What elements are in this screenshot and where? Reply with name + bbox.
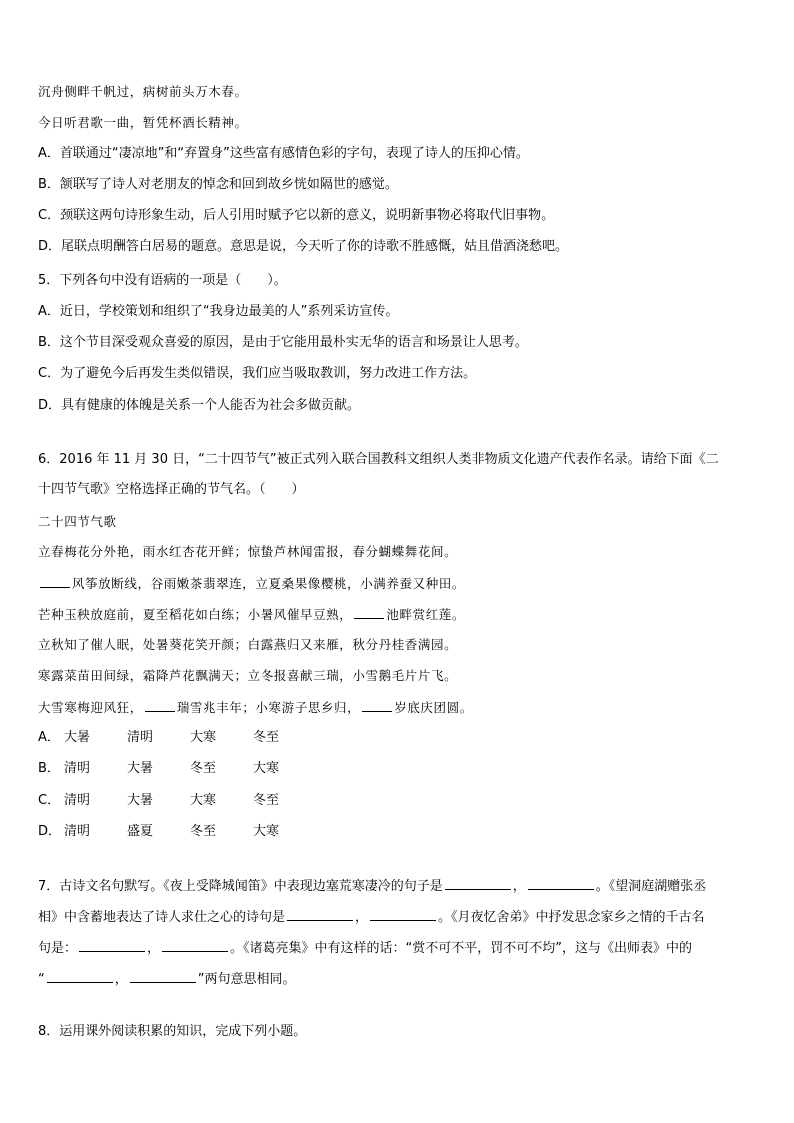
q7-line-1: [38, 877, 706, 895]
option-term: 冬至: [190, 761, 217, 776]
q7-text: ，: [147, 941, 161, 956]
fill-blank[interactable]: [354, 606, 384, 619]
q5-option-b: B．这个节目深受观众喜爱的原因，是由于它能用最朴实无华的语言和场景让人思考。: [38, 335, 528, 350]
option-term: 清明: [64, 761, 91, 776]
poem-text: 岁底庆团圆。: [394, 700, 473, 715]
q5-stem: 5．下列各句中没有语病的一项是（ ）。: [38, 273, 287, 288]
q7-text: ，: [114, 972, 128, 987]
fill-blank[interactable]: [162, 939, 228, 952]
poem-line: 寒露菜苗田间绿，霜降芦花飘满天；立冬报喜献三瑞，小雪鹅毛片片飞。: [38, 668, 458, 683]
q7-text: 。《诸葛亮集》中有这样的话：“赏不可不平，罚不可不均”，这与《出师表》中的: [230, 941, 693, 956]
option-letter: D．: [38, 824, 62, 839]
q5-option-d: D．具有健康的体魄是关系一个人能否为社会多做贡献。: [38, 398, 361, 413]
q6-stem-line-2: 十四节气歌》空格选择正确的节气名。（ ）: [38, 482, 305, 497]
poem-text: 风筝放断线，谷雨嫩茶翡翠连，立夏桑果像樱桃，小满养蚕又种田。: [72, 576, 466, 591]
option-term: 大寒: [190, 793, 217, 808]
q6-stem-line-1: 6．2016 年 11 月 30 日，“二十四节气”被正式列入联合国教科文组织人类非物质文化遗产代表作名录。请给下面《二: [38, 452, 719, 467]
q4-option-a: A．首联通过“凄凉地”和“弃置身”这些富有感情色彩的字句，表现了诗人的压抑心情。: [38, 146, 529, 161]
q7-text: 。《月夜忆舍弟》中抒发思念家乡之情的千古名: [438, 910, 705, 925]
fill-blank[interactable]: [145, 699, 175, 712]
q7-text: ”两句意思相同。: [197, 972, 296, 987]
poem-line: 今日听君歌一曲，暂凭杯酒长精神。: [38, 115, 248, 130]
q5-option-c: C．为了避免今后再发生类似错误，我们应当吸取教训，努力改进工作方法。: [38, 366, 477, 381]
poem-line: [38, 606, 465, 623]
option-term: 大暑: [127, 793, 154, 808]
fill-blank[interactable]: [287, 908, 353, 921]
poem-line: [38, 699, 473, 716]
poem-line: 立春梅花分外艳，雨水红杏花开鲜；惊蛰芦林闻雷报，春分蝴蝶舞花间。: [38, 544, 458, 559]
q6-option-d: [38, 824, 313, 840]
option-letter: A．: [38, 730, 60, 745]
q7-line-2: [38, 908, 705, 926]
q7-text: ，: [512, 879, 526, 894]
fill-blank[interactable]: [130, 970, 196, 983]
fill-blank[interactable]: [528, 877, 594, 890]
q5-option-a: A．近日，学校策划和组织了“我身边最美的人”系列采访宣传。: [38, 304, 399, 319]
option-letter: C．: [38, 793, 61, 808]
poem-text: 瑞雪兆丰年；小寒游子思乡归，: [176, 700, 361, 715]
fill-blank[interactable]: [362, 699, 392, 712]
poem-line: 立秋知了催人眠，处暑葵花笑开颜；白露燕归又来雁，秋分丹桂香满园。: [38, 637, 458, 652]
q7-text: 句是：: [38, 941, 78, 956]
poem-text: 池畔赏红莲。: [386, 607, 466, 622]
option-term: 大寒: [253, 824, 280, 839]
q7-text: 。《望洞庭湖赠张丞: [595, 879, 707, 894]
poem-text: 大雪寒梅迎风狂，: [38, 700, 143, 715]
option-term: 清明: [127, 730, 154, 745]
option-term: 清明: [64, 824, 91, 839]
option-term: 冬至: [253, 793, 280, 808]
q7-text: ，: [355, 910, 369, 925]
q7-line-3: [38, 939, 692, 957]
q6-option-c: [38, 793, 313, 809]
q7-text: 相》中含蓄地表达了诗人求仕之心的诗句是: [38, 910, 286, 925]
option-term: 清明: [64, 793, 91, 808]
poem-line: [38, 575, 465, 592]
q7-text: 7．古诗文名句默写。《夜上受降城闻笛》中表现边塞荒寒凄冷的句子是: [38, 879, 443, 894]
option-term: 大寒: [253, 761, 280, 776]
poem-title: 二十四节气歌: [38, 514, 117, 529]
option-term: 盛夏: [127, 824, 154, 839]
fill-blank[interactable]: [40, 575, 70, 588]
q4-option-c: C．颈联这两句诗形象生动，后人引用时赋予它以新的意义，说明新事物必将取代旧事物。: [38, 208, 555, 223]
q6-option-a: [38, 730, 313, 746]
fill-blank[interactable]: [370, 908, 436, 921]
q7-line-4: [38, 970, 296, 988]
option-term: 冬至: [190, 824, 217, 839]
q8-stem: 8．运用课外阅读积累的知识，完成下列小题。: [38, 1024, 307, 1039]
option-term: 大暑: [127, 761, 154, 776]
fill-blank[interactable]: [79, 939, 145, 952]
option-term: 大寒: [190, 730, 217, 745]
q7-text: “: [38, 972, 45, 987]
option-term: 大暑: [64, 730, 91, 745]
q6-option-b: [38, 761, 313, 777]
q4-option-d: D．尾联点明酬答白居易的题意。意思是说，今天听了你的诗歌不胜感慨，姑且借酒浇愁吧。: [38, 239, 569, 254]
poem-text: 芒种玉秧放庭前，夏至稻花如白练；小暑风催早豆熟，: [38, 607, 353, 622]
fill-blank[interactable]: [47, 970, 113, 983]
option-term: 冬至: [253, 730, 280, 745]
option-letter: B．: [38, 761, 60, 776]
q4-option-b: B．颔联写了诗人对老朋友的悼念和回到故乡恍如隔世的感觉。: [38, 177, 398, 192]
poem-line: 沉舟侧畔千帆过，病树前头万木春。: [38, 84, 248, 99]
fill-blank[interactable]: [445, 877, 511, 890]
